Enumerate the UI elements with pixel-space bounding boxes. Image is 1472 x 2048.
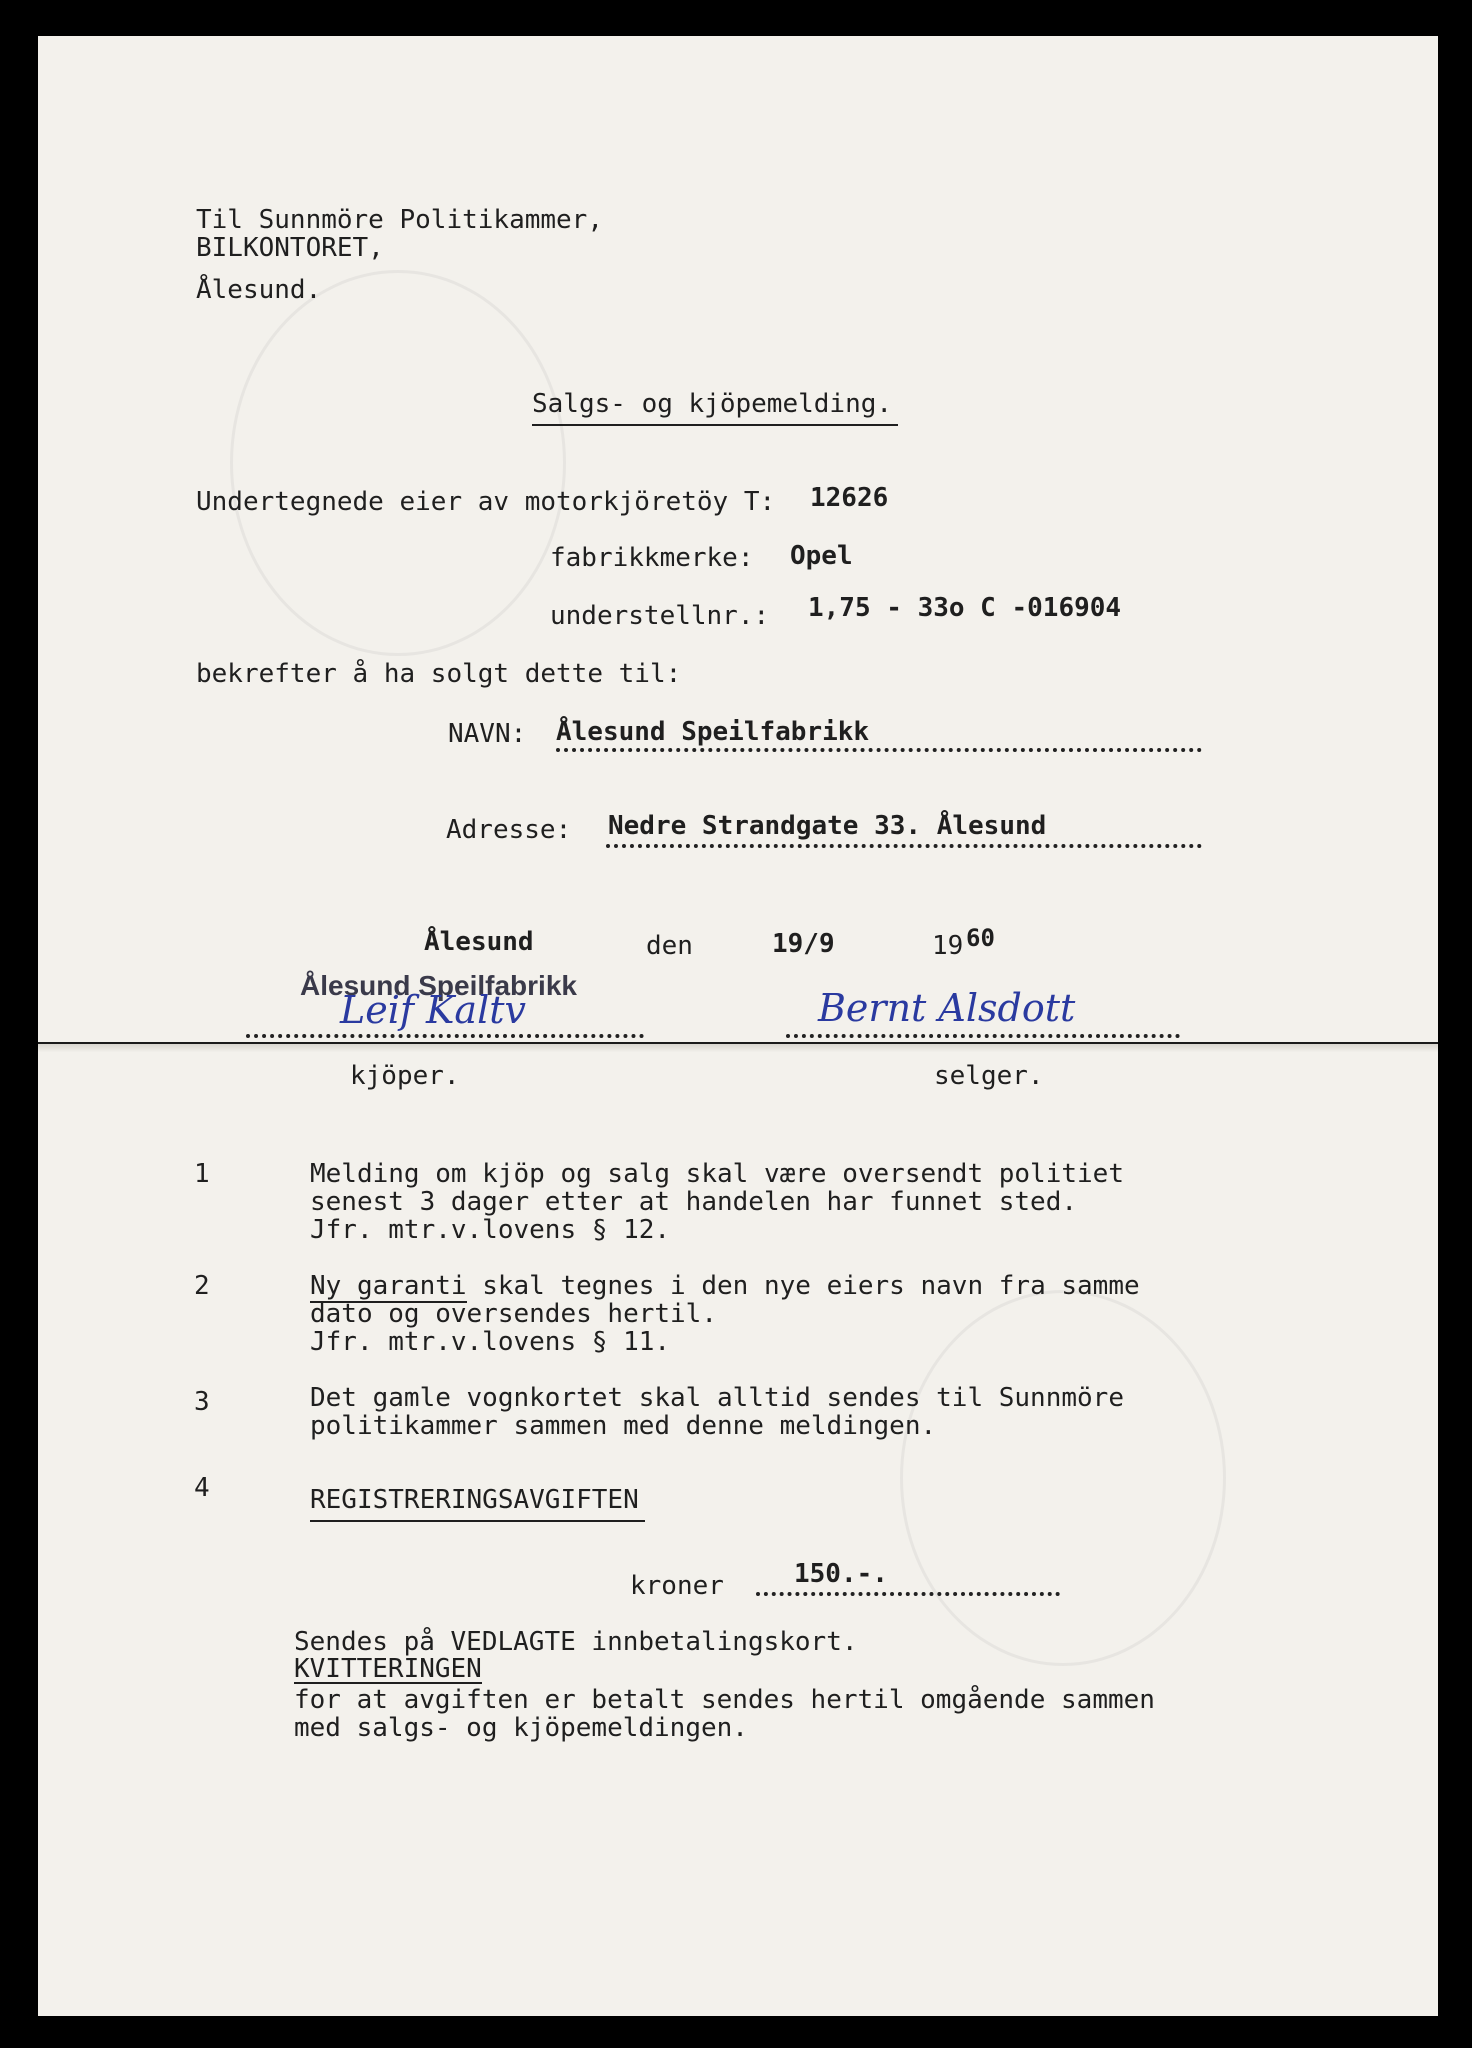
note-2-line-1 xyxy=(310,1272,1140,1300)
note-1-line-3: Jfr. mtr.v.lovens § 12. xyxy=(310,1215,671,1245)
name-dotted-line xyxy=(556,748,1202,752)
chassis-value: 1,75 - 33o C -016904 xyxy=(808,593,1122,623)
payment-line-4: med salgs- og kjöpemeldingen. xyxy=(294,1713,748,1743)
note-4-number: 4 xyxy=(194,1473,210,1503)
payment-line-1: Sendes på VEDLAGTE innbetalingskort. xyxy=(294,1627,858,1657)
buyer-company-stamp: Ålesund Speilfabrikk xyxy=(300,970,577,1001)
chassis-label: understellnr.: xyxy=(550,601,770,631)
recipient-line-2: BILKONTORET, xyxy=(196,233,384,263)
address-dotted-line xyxy=(606,844,1202,848)
buyer-signature-line xyxy=(246,1034,644,1038)
note-3-line-1: Det gamle vognkortet skal alltid sendes til Sunnmöre xyxy=(310,1383,1124,1413)
payment-line-3: for at avgiften er betalt sendes hertil omgående sammen xyxy=(294,1685,1155,1715)
recipient-line-1: Til Sunnmöre Politikammer, xyxy=(196,205,603,235)
watermark-logo-top xyxy=(230,270,566,656)
note-3-number: 3 xyxy=(194,1387,210,1417)
seller-signature-line xyxy=(786,1034,1180,1038)
note-2-line-1-rest: skal tegnes i den nye eiers navn fra samme xyxy=(466,1271,1140,1301)
note-2-number: 2 xyxy=(194,1271,210,1301)
note-1-line-1: Melding om kjöp og salg skal være oversendt politiet xyxy=(310,1159,1124,1189)
buyer-signature: Leif Kaltv xyxy=(340,988,526,1032)
make-label: fabrikkmerke: xyxy=(550,543,754,573)
note-2-line-3: Jfr. mtr.v.lovens § 11. xyxy=(310,1327,671,1357)
date-day-month: 19/9 xyxy=(772,929,835,959)
buyer-name: Ålesund Speilfabrikk xyxy=(556,717,870,747)
buyer-address: Nedre Strandgate 33. Ålesund xyxy=(608,811,1047,841)
fee-dotted-line xyxy=(756,1592,1060,1596)
recipient-line-3: Ålesund. xyxy=(196,275,322,305)
owner-label: Undertegnede eier av motorkjöretöy T: xyxy=(196,487,776,517)
paper-fold xyxy=(38,1042,1438,1058)
make-value: Opel xyxy=(790,541,853,571)
fee-amount: 150.-. xyxy=(794,1559,888,1589)
document-title: Salgs- og kjöpemelding. xyxy=(532,390,898,426)
note-1-number: 1 xyxy=(194,1159,210,1189)
note-1-line-2: senest 3 dager etter at handelen har funnet sted. xyxy=(310,1187,1078,1217)
note-3-line-2: politikammer sammen med denne meldingen. xyxy=(310,1411,937,1441)
note-2-underlined: Ny garanti xyxy=(310,1271,467,1301)
date-year-prefix: 19 xyxy=(932,931,964,961)
seller-label: selger. xyxy=(934,1061,1044,1091)
seller-signature: Bernt Alsdott xyxy=(818,986,1076,1030)
name-label: NAVN: xyxy=(448,719,527,749)
confirm-text: bekrefter å ha solgt dette til: xyxy=(196,659,682,689)
date-year-suffix: 60 xyxy=(966,924,995,952)
note-4-heading: REGISTRERINGSAVGIFTEN xyxy=(310,1486,645,1522)
note-2-line-2: dato og oversendes hertil. xyxy=(310,1299,717,1329)
date-place: Ålesund xyxy=(424,927,534,957)
address-label: Adresse: xyxy=(446,815,572,845)
plate-number: 12626 xyxy=(810,483,889,513)
payment-line-2: KVITTERINGEN xyxy=(294,1654,482,1684)
watermark-logo-bottom xyxy=(900,1290,1226,1666)
fee-label: kroner xyxy=(630,1571,724,1601)
buyer-label: kjöper. xyxy=(350,1061,460,1091)
date-den: den xyxy=(646,931,693,961)
